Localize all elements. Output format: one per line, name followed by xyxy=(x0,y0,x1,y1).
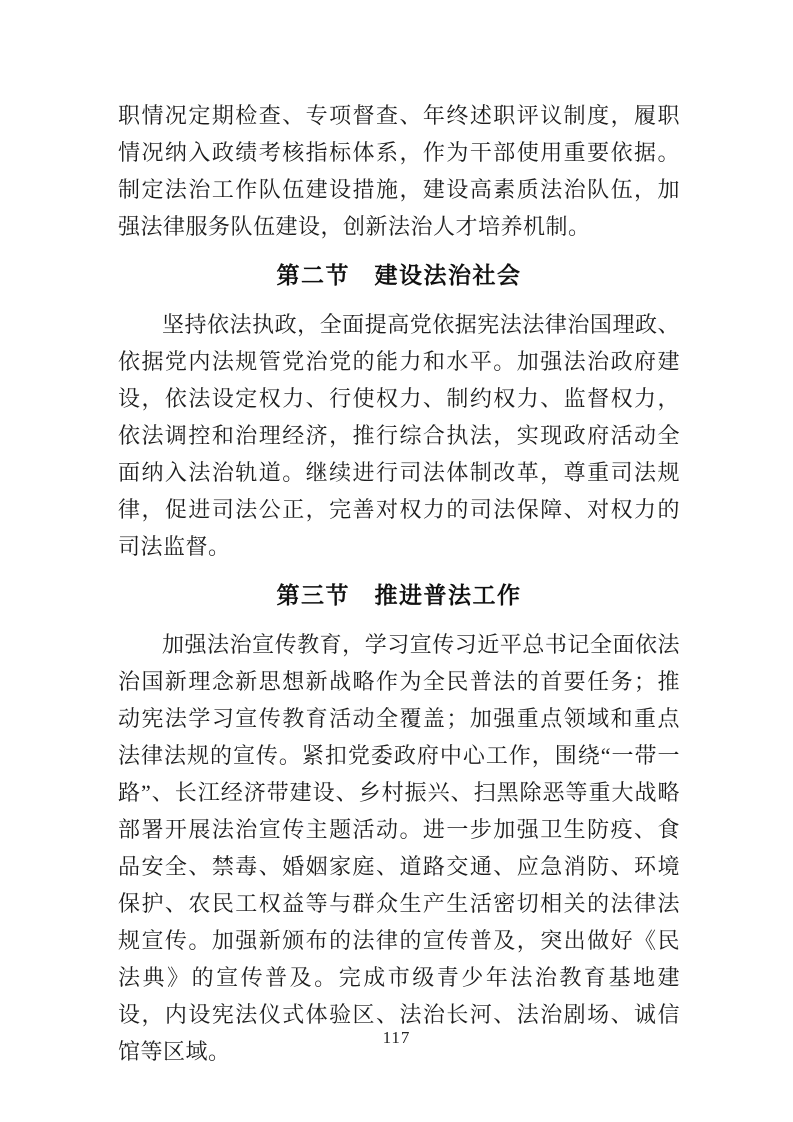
section-2-heading: 第二节 建设法治社会 xyxy=(276,263,522,288)
section-3-paragraph: 加强法治宣传教育，学习宣传习近平总书记全面依法治国新理念新思想新战略作为全民普法的首要任务；推动宪法学习宣传教育活动全覆盖；加强重点领域和重点法律法规的宣传。紧扣党委政府中心工作，围绕“一带一路”、长江经济带建设、乡村振兴、扫黑除恶等重大战略部署开展法治宣传主题活动。进一步加强卫生防疫、食品安全、禁毒、婚姻家庭、道路交通、应急消防、环境保护、农民工权益等与群众生产生活密切相关的法律法规宣传。加强新颁布的法律的宣传普及，突出做好《民法典》的宣传普及。完成市级青少年法治教育基地建设，内设宪法仪式体验区、法治长河、法治剧场、诚信馆等区域。 xyxy=(118,632,680,1064)
page-content xyxy=(118,97,680,1070)
section-2-paragraph: 坚持依法执政，全面提高党依据宪法法律治国理政、依据党内法规管党治党的能力和水平。加强法治政府建设，依法设定权力、行使权力、制约权力、监督权力，依法调控和治理经济，推行综合执法，实现政府活动全面纳入法治轨道。继续进行司法体制改革，尊重司法规律，促进司法公正，完善对权力的司法保障、对权力的司法监督。 xyxy=(118,312,680,559)
page-number: 117 xyxy=(382,1028,411,1047)
paragraph-continuation: 职情况定期检查、专项督查、年终述职评议制度，履职情况纳入政绩考核指标体系，作为干部使用重要依据。制定法治工作队伍建设措施，建设高素质法治队伍，加强法律服务队伍建设，创新法治人才培养机制。 xyxy=(118,103,680,239)
page-footer xyxy=(0,1028,793,1048)
section-3-heading: 第三节 推进普法工作 xyxy=(276,583,522,608)
